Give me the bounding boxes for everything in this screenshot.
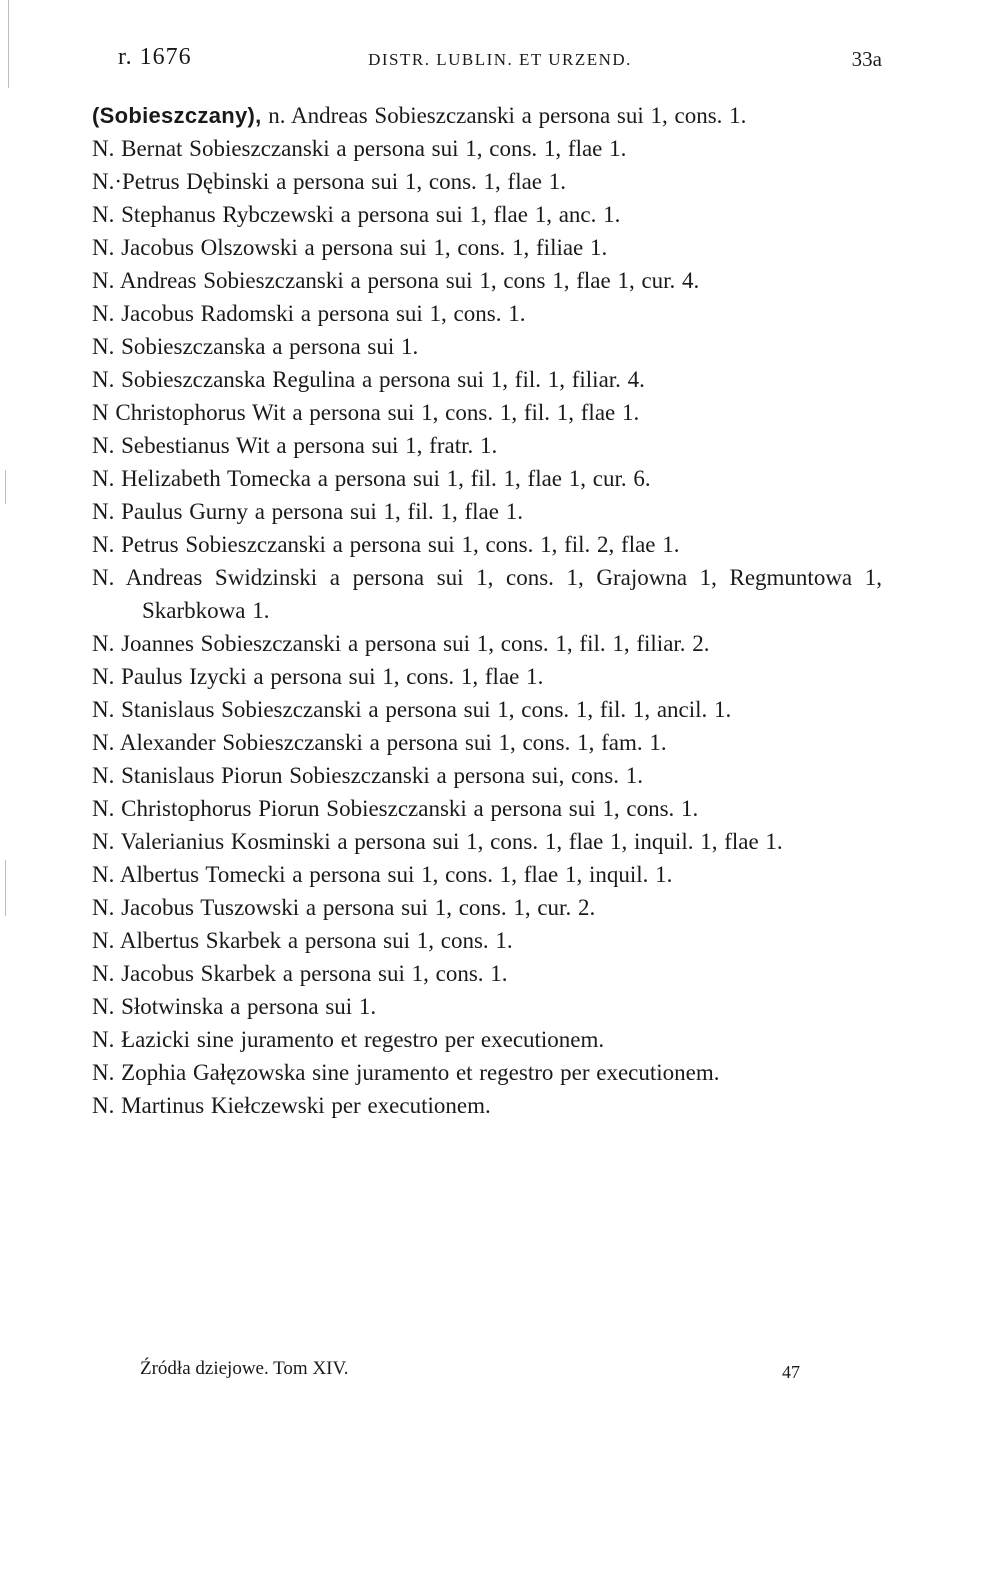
- entry: N. Stanislaus Piorun Sobieszczanski a persona sui, cons. 1.: [92, 763, 643, 788]
- entry: N.·Petrus Dębinski a persona sui 1, cons. 1, flae 1.: [92, 169, 567, 194]
- page-number: 33a: [851, 47, 882, 71]
- entry: N. Valerianius Kosminski a persona sui 1, cons. 1, flae 1, inquil. 1, flae 1.: [92, 829, 783, 854]
- entry: N. Paulus Gurny a persona sui 1, fil. 1, flae 1.: [92, 499, 523, 524]
- entry: N. Sebestianus Wit a persona sui 1, fratr. 1.: [92, 433, 498, 458]
- entry: N. Jacobus Radomski a persona sui 1, cons. 1.: [92, 301, 526, 326]
- entry: N. Andreas Sobieszczanski a persona sui 1, cons 1, flae 1, cur. 4.: [92, 268, 700, 293]
- entry: N. Andreas Swidzinski a persona sui 1, cons. 1, Grajowna 1, Regmuntowa 1, Skarbkowa 1.: [92, 565, 882, 623]
- entry: N. Joannes Sobieszczanski a persona sui 1, cons. 1, fil. 1, filiar. 2.: [92, 631, 710, 656]
- entry: N. Alexander Sobieszczanski a persona sui 1, cons. 1, fam. 1.: [92, 730, 667, 755]
- entry: N. Jacobus Tuszowski a persona sui 1, cons. 1, cur. 2.: [92, 895, 596, 920]
- scan-edge-line: [5, 470, 6, 504]
- header-year: r. 1676: [118, 44, 192, 70]
- page-footer: [140, 1358, 800, 1386]
- footer-source: Źródła dziejowe. Tom XIV.: [140, 1358, 349, 1379]
- entry: N. Paulus Izycki a persona sui 1, cons. 1, flae 1.: [92, 664, 544, 689]
- scan-edge-line: [5, 860, 6, 916]
- running-title: DISTR. LUBLIN. ET URZEND.: [368, 50, 632, 69]
- entry: N. Martinus Kiełczewski per executionem.: [92, 1093, 491, 1118]
- entry: N. Stephanus Rybczewski a persona sui 1, flae 1, anc. 1.: [92, 202, 621, 227]
- page-header: [118, 44, 882, 74]
- entry: N. Słotwinska a persona sui 1.: [92, 994, 377, 1019]
- place-heading: (Sobieszczany),: [92, 103, 262, 128]
- entry: N. Albertus Tomecki a persona sui 1, cons. 1, flae 1, inquil. 1.: [92, 862, 673, 887]
- entry: N. Helizabeth Tomecka a persona sui 1, fil. 1, flae 1, cur. 6.: [92, 466, 651, 491]
- entry: N. Christophorus Piorun Sobieszczanski a persona sui 1, cons. 1.: [92, 796, 699, 821]
- entry: N. Zophia Gałęzowska sine juramento et regestro per executionem.: [92, 1060, 720, 1085]
- entry: N. Albertus Skarbek a persona sui 1, cons. 1.: [92, 928, 513, 953]
- document-body: [92, 99, 882, 1122]
- entry: N. Stanislaus Sobieszczanski a persona sui 1, cons. 1, fil. 1, ancil. 1.: [92, 697, 732, 722]
- entry: N. Jacobus Skarbek a persona sui 1, cons. 1.: [92, 961, 508, 986]
- entry: N. Petrus Sobieszczanski a persona sui 1, cons. 1, fil. 2, flae 1.: [92, 532, 680, 557]
- signature-mark: 47: [782, 1362, 800, 1382]
- entry: N. Sobieszczanska a persona sui 1.: [92, 334, 419, 359]
- entry: N Christophorus Wit a persona sui 1, cons. 1, fil. 1, flae 1.: [92, 400, 640, 425]
- entry: N. Sobieszczanska Regulina a persona sui 1, fil. 1, filiar. 4.: [92, 367, 645, 392]
- entry: N. Jacobus Olszowski a persona sui 1, cons. 1, filiae 1.: [92, 235, 608, 260]
- entry-text: n. Andreas Sobieszczanski a persona sui 1, cons. 1.: [268, 103, 747, 128]
- entry: N. Bernat Sobieszczanski a persona sui 1, cons. 1, flae 1.: [92, 136, 627, 161]
- scan-edge-line: [8, 0, 9, 88]
- entry: N. Łazicki sine juramento et regestro per executionem.: [92, 1027, 605, 1052]
- entry-first: [92, 99, 882, 132]
